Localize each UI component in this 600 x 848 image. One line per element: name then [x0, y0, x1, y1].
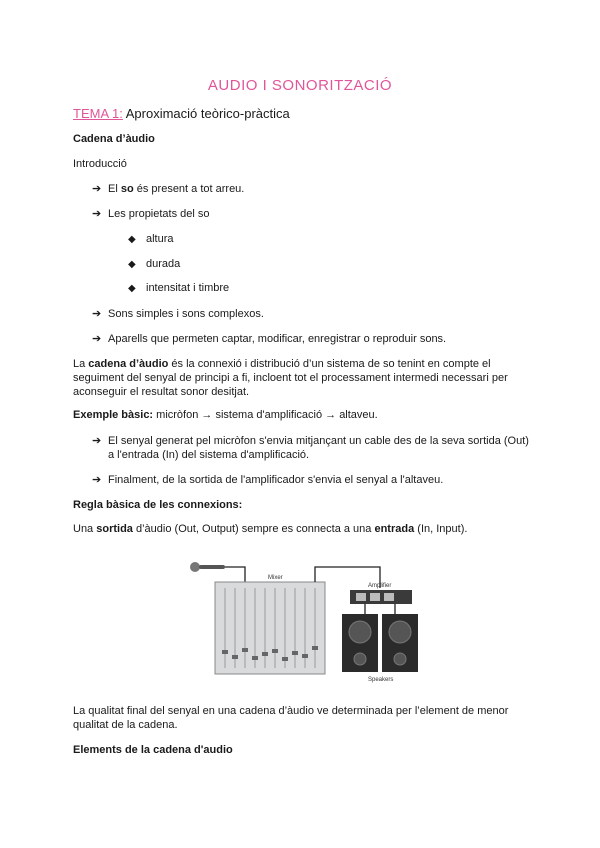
speakers-label: Speakers [368, 677, 394, 683]
example-bullet-2: ➔ Finalment, de la sortida de l'amplificador s'envia el senyal a l'altaveu. [92, 474, 444, 486]
section-heading-cadena: Cadena d’àudio [73, 133, 155, 145]
diamond-icon: ◆ [128, 234, 136, 245]
arrow-icon: ➔ [92, 183, 102, 195]
bullet-so: ➔ El so és present a tot arreu. [92, 183, 245, 195]
mixer-icon [215, 582, 325, 674]
document-title: AUDIO I SONORITZACIÓ [207, 77, 393, 94]
elements-heading: Elements de la cadena d'audio [73, 744, 233, 756]
tema-heading [73, 106, 290, 121]
arrow-icon: ➔ [92, 208, 102, 220]
amplifier-icon [350, 590, 412, 604]
diamond-icon: ◆ [128, 259, 136, 270]
quality-paragraph: La qualitat final del senyal en una cadena d’àudio ve determinada per l’element de menor qualitat de la cadena. [73, 705, 509, 731]
bullet-propietats: ➔ Les propietats del so [92, 208, 210, 220]
arrow-icon: ➔ [92, 435, 102, 447]
diamond-icon: ◆ [128, 283, 136, 294]
tema-text: Aproximació teòrico-pràctica [122, 106, 290, 121]
rule-line: Una sortida d’àudio (Out, Output) sempre es connecta a una entrada (In, Input). [73, 523, 468, 535]
arrow-icon: ➔ [92, 308, 102, 320]
rule-heading: Regla bàsica de les connexions: [73, 499, 243, 511]
definition-paragraph: La cadena d’àudio és la connexió i distribució d’un sistema de so tenint en compte el seguiment del senyal de principi a fi, incloent tot el processament intermedi necessari per aconseguir el resultat sonor desitjat. [73, 358, 508, 398]
cable-mic-mixer [225, 567, 245, 582]
sub-item-intensitat: ◆ intensitat i timbre [128, 282, 230, 294]
mixer-label: Mixer [268, 575, 283, 581]
example-bullet-1: ➔ El senyal generat pel micròfon s'envia mitjançant un cable des de la seva sortida (Out) a l'entrada (In) del sistema d'amplificació. [92, 435, 529, 461]
amplifier-label: Amplifier [368, 583, 392, 589]
microphone-icon [190, 562, 225, 572]
bullet-aparells: ➔ Aparells que permeten captar, modificar, enregistrar o reproduir sons. [92, 333, 447, 345]
cable-amp-speakers [365, 604, 395, 614]
arrow-icon: ➔ [92, 333, 102, 345]
arrow-icon: ➔ [92, 474, 102, 486]
intro-heading: Introducció [73, 158, 127, 170]
speaker-left-icon [342, 614, 378, 672]
sub-item-altura: ◆ altura [128, 233, 174, 245]
tema-label: TEMA 1: [73, 106, 123, 121]
example-line: Exemple bàsic: micròfon → sistema d'amplificació → altaveu. [73, 409, 378, 421]
bullet-sons: ➔ Sons simples i sons complexos. [92, 308, 264, 320]
speaker-right-icon [382, 614, 418, 672]
audio-chain-diagram [190, 560, 430, 695]
sub-item-durada: ◆ durada [128, 258, 181, 270]
